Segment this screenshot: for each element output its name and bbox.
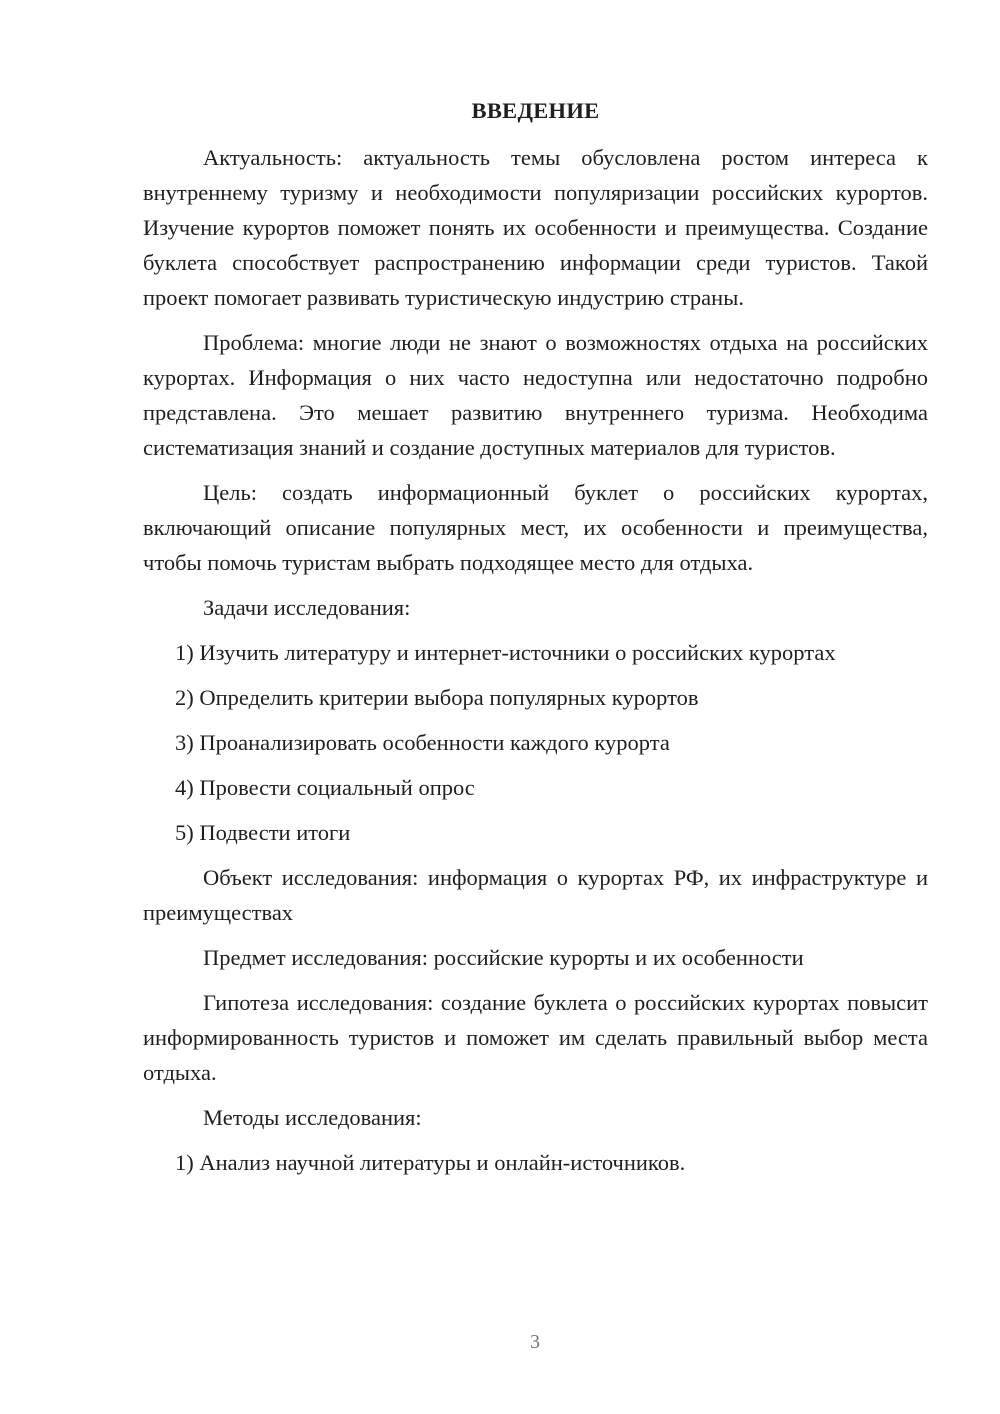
- list-item: 5) Подвести итоги: [175, 820, 351, 845]
- goal-paragraph: Цель: создать информационный буклет о российских курортах, включающий описание популярных мест, их особенности и преимущества, чтобы помочь туристам выбрать подходящее место для отдыха.: [143, 480, 928, 575]
- list-item: 2) Определить критерии выбора популярных курортов: [175, 685, 699, 710]
- document-page: [143, 93, 928, 1190]
- tasks-list: [143, 635, 928, 850]
- list-item: 3) Проанализировать особенности каждого курорта: [175, 730, 670, 755]
- tasks-heading: Задачи исследования:: [203, 595, 411, 620]
- list-item: 1) Анализ научной литературы и онлайн-источников.: [175, 1150, 686, 1175]
- page-number: 3: [530, 1331, 540, 1353]
- list-item: 1) Изучить литературу и интернет-источники о российских курортах: [175, 640, 836, 665]
- relevance-paragraph: Актуальность: актуальность темы обусловлена ростом интереса к внутреннему туризму и необходимости популяризации российских курортов. Изучение курортов поможет понять их особенности и преимущества. Создание буклета способствует распространению информации среди туристов. Такой проект помогает развивать туристическую индустрию страны.: [143, 145, 928, 310]
- hypothesis-paragraph: Гипотеза исследования: создание буклета о российских курортах повысит информированность туристов и поможет им сделать правильный выбор места отдыха.: [143, 990, 928, 1085]
- subject-paragraph: Предмет исследования: российские курорты и их особенности: [203, 945, 804, 970]
- methods-heading: Методы исследования:: [203, 1105, 422, 1130]
- methods-list: [143, 1145, 928, 1180]
- section-title: ВВЕДЕНИЕ: [471, 98, 600, 123]
- problem-paragraph: Проблема: многие люди не знают о возможностях отдыха на российских курортах. Информация о них часто недоступна или недостаточно подробно представлена. Это мешает развитию внутреннего туризма. Необходима систематизация знаний и создание доступных материалов для туристов.: [143, 330, 928, 460]
- list-item: 4) Провести социальный опрос: [175, 775, 475, 800]
- object-paragraph: Объект исследования: информация о курортах РФ, их инфраструктуре и преимуществах: [143, 865, 928, 925]
